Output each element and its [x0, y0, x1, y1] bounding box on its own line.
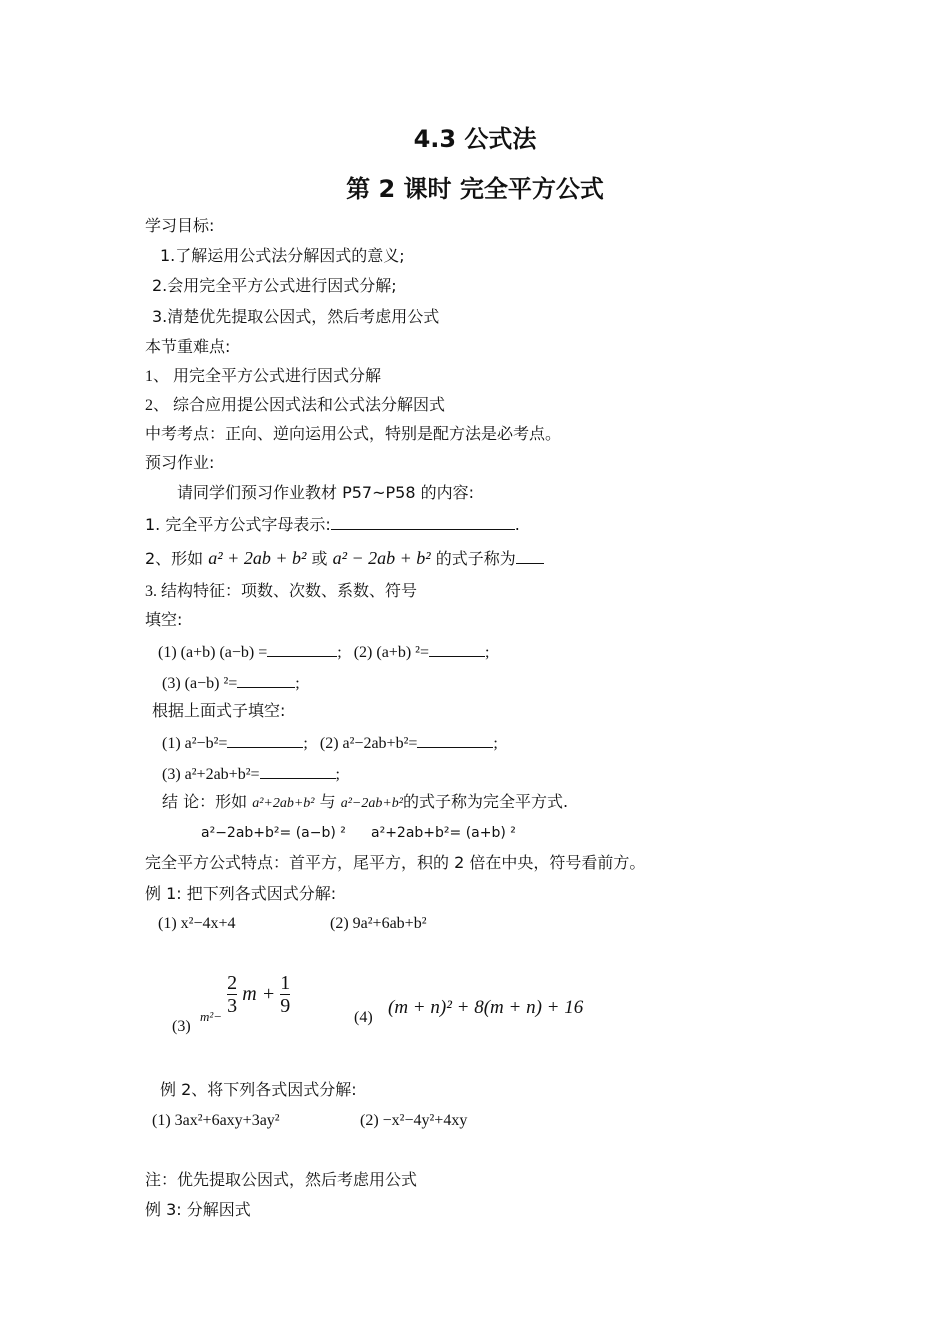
objectives-heading: 学习目标: — [145, 216, 215, 235]
example-1-problem-1: (1) x²−4x+4 — [158, 915, 236, 932]
preview-question-1 — [145, 513, 520, 535]
example-1-problem-3 — [200, 972, 290, 1025]
fill-blank-2[interactable] — [429, 640, 485, 657]
separator: ; — [484, 644, 490, 661]
q1-label: 1. 完全平方公式字母表示: — [145, 515, 331, 534]
example-1-problem-2: (2) 9a²+6ab+b² — [330, 915, 427, 932]
separator: ; — [493, 735, 498, 752]
fill-blank-3[interactable] — [237, 671, 295, 688]
fill2-heading: 根据上面式子填空: — [152, 701, 286, 720]
example-2-heading: 例 2、将下列各式因式分解: — [160, 1080, 357, 1099]
conclusion-end: 的式子称为完全平方式. — [402, 792, 569, 811]
separator: ; — [303, 735, 308, 752]
preview-question-2 — [145, 547, 544, 569]
example-1-heading: 例 1: 把下列各式因式分解: — [145, 884, 337, 903]
page-subtitle: 第 2 课时 完全平方公式 — [346, 175, 604, 203]
fill-item-1: (1) (a+b) (a−b) = — [158, 644, 268, 661]
conclusion-label: 结 论：形如 — [162, 792, 248, 811]
fill-item-3: (3) (a−b) ²= — [162, 675, 238, 692]
q1-blank[interactable] — [331, 513, 515, 530]
separator: ; — [295, 675, 300, 692]
objective-item: 3.清楚优先提取公因式，然后考虑用公式 — [152, 307, 440, 326]
p3-mid: m + — [242, 983, 276, 1005]
formula-2: a²+2ab+b²= (a+b) ² — [371, 825, 516, 841]
conclusion-expr-2: a²−2ab+b² — [340, 796, 403, 811]
fill-item-2: (2) (a+b) ²= — [353, 644, 429, 661]
key-points-heading: 本节重难点: — [145, 337, 231, 356]
q1-end: . — [514, 515, 520, 534]
q2-or: 或 — [311, 549, 328, 568]
formula-features: 完全平方公式特点：首平方，尾平方，积的 2 倍在中央，符号看前方。 — [145, 853, 646, 872]
fill-heading: 填空: — [145, 610, 183, 629]
exam-points: 中考考点：正向、逆向运用公式，特别是配方法是必考点。 — [145, 426, 562, 443]
conclusion — [162, 792, 568, 814]
conclusion-expr-1: a²+2ab+b² — [252, 796, 315, 811]
objective-item: 1.了解运用公式法分解因式的意义; — [160, 246, 405, 265]
note: 注：优先提取公因式，然后考虑用公式 — [145, 1170, 418, 1189]
fill2-item-1: (1) a²−b²= — [162, 735, 228, 752]
frac-denominator: 3 — [227, 995, 238, 1017]
formula-1: a²−2ab+b²= (a−b) ² — [201, 825, 346, 841]
fill2-item-2: (2) a²−2ab+b²= — [319, 735, 418, 752]
q2-suffix: 的式子称为 — [435, 549, 516, 568]
q2-expr-2: a² − 2ab + b² — [332, 548, 431, 568]
example-1-problem-4: (m + n)² + 8(m + n) + 16 — [388, 997, 584, 1018]
q2-prefix: 2、形如 — [145, 549, 204, 568]
example-3-heading: 例 3: 分解因式 — [145, 1200, 251, 1219]
preview-intro: 请同学们预习作业教材 P57~P58 的内容: — [177, 483, 474, 502]
conclusion-mid: 与 — [319, 792, 336, 811]
fill2-row-2 — [162, 762, 340, 785]
example-2-problem-1: (1) 3ax²+6axy+3ay² — [152, 1112, 280, 1129]
fraction-two-thirds — [227, 972, 237, 1017]
page-title: 4.3 公式法 — [413, 125, 537, 153]
fill-row-1 — [158, 640, 489, 663]
fill2-blank-2[interactable] — [417, 731, 493, 748]
preview-heading: 预习作业: — [145, 453, 215, 472]
fill2-row-1 — [162, 731, 498, 754]
key-point-item: 2、 综合应用提公因式法和公式法分解因式 — [145, 397, 446, 414]
key-point-item: 1、 用完全平方公式进行因式分解 — [145, 368, 382, 385]
fill-row-2 — [162, 671, 300, 694]
example-2-problem-2: (2) −x²−4y²+4xy — [360, 1112, 468, 1129]
separator: ; — [337, 644, 342, 661]
example-1-problem-3-label: (3) — [172, 1018, 191, 1035]
fill2-item-3: (3) a²+2ab+b²= — [162, 766, 260, 783]
fill2-blank-1[interactable] — [227, 731, 303, 748]
frac-denominator: 9 — [280, 995, 291, 1017]
frac-numerator: 2 — [227, 972, 238, 994]
q2-blank[interactable] — [516, 547, 544, 564]
q2-expr-1: a² + 2ab + b² — [208, 548, 307, 568]
fill-blank-1[interactable] — [267, 640, 337, 657]
fraction-one-ninth — [280, 972, 290, 1017]
preview-question-3: 3. 结构特征：项数、次数、系数、符号 — [145, 583, 418, 600]
objective-item: 2.会用完全平方公式进行因式分解; — [152, 276, 397, 295]
frac-numerator: 1 — [280, 972, 291, 994]
example-1-problem-4-label: (4) — [354, 1009, 373, 1026]
p3-prefix: m²− — [200, 1009, 223, 1024]
fill2-blank-3[interactable] — [260, 762, 336, 779]
separator: ; — [335, 766, 340, 783]
